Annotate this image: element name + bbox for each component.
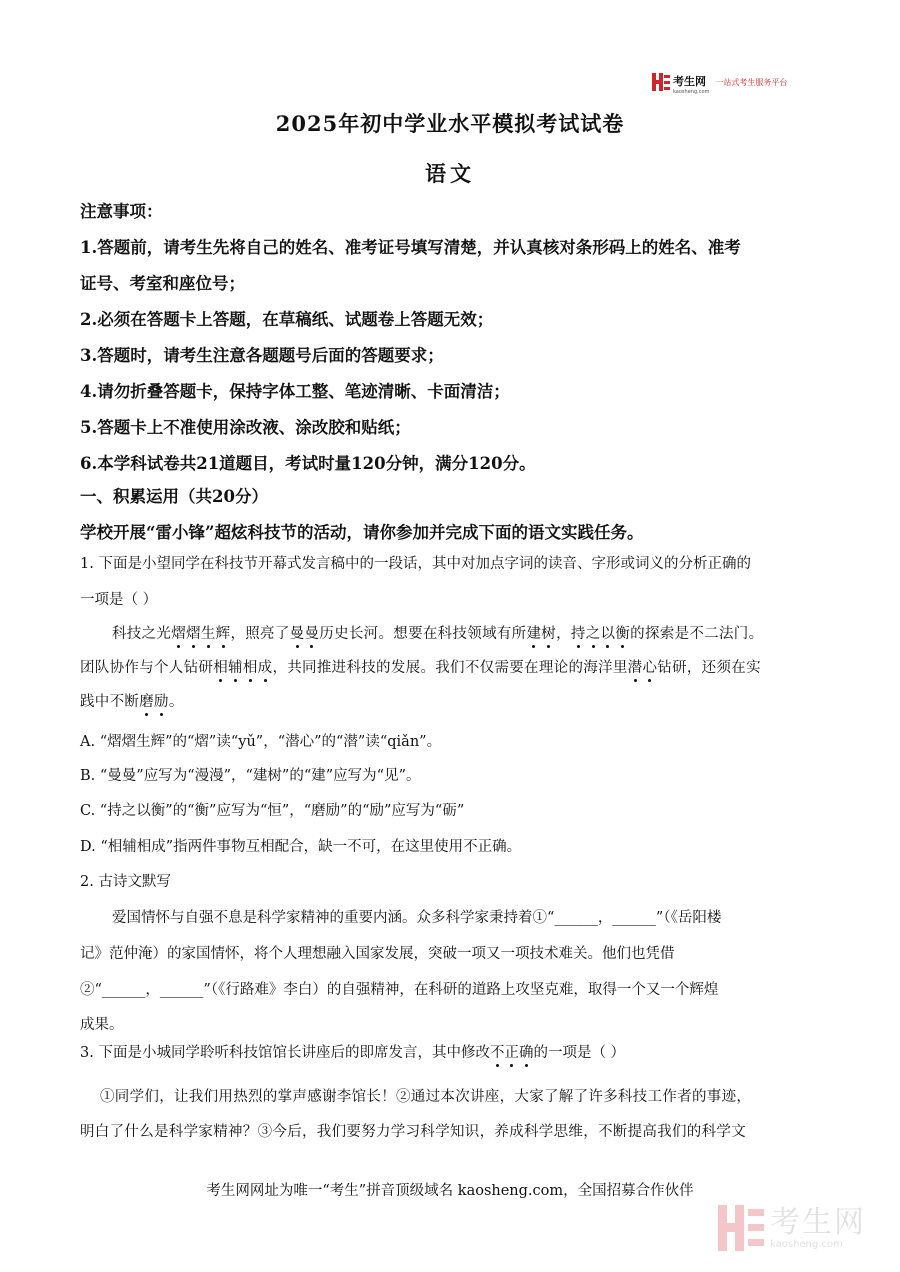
dotted-char: 树 [541, 626, 557, 642]
dotted-char: 心 [642, 660, 658, 676]
notice-line-2: 2.必须在答题卡上答题，在草稿纸、试题卷上答题无效； [80, 310, 494, 329]
q2-line-1: 爱国情怀与自强不息是科学家精神的重要内涵。众多科学家秉持着①“______，______”（《岳阳楼 [112, 910, 722, 926]
q2-line-4: 成果。 [80, 1017, 124, 1033]
dotted-char: 曼 [304, 626, 320, 642]
dotted-word [171, 626, 230, 642]
q1-option-c: C. “持之以衡”的“衡”应写为“恒”，“磨励”的“励”应写为“砺” [80, 803, 465, 819]
dotted-word [571, 626, 630, 642]
dotted-char: 成 [257, 660, 273, 676]
dotted-char: 以 [600, 626, 616, 642]
passage-text: 。 [168, 694, 184, 710]
passage-text: 历史长河。想要在科技领域有所 [319, 626, 527, 642]
dotted-char: 之 [585, 626, 601, 642]
dotted-char: 辅 [228, 660, 243, 676]
watermark-domain: kaosheng.com [770, 1238, 843, 1250]
dotted-char: 持 [570, 626, 586, 642]
dotted-word [139, 694, 169, 710]
notice-line-1b: 证号、考室和座位号； [80, 274, 245, 293]
watermark-logo-icon [718, 1205, 764, 1251]
q1-stem-b: 一项是（ ） [80, 592, 158, 608]
q1-passage-line-1 [80, 622, 820, 643]
notice-line-4: 4.请勿折叠答题卡，保持字体工整、笔迹清晰、卡面清洁； [80, 382, 510, 401]
q1-passage-line-3 [80, 690, 820, 711]
passage-text: 钻研，还须在实 [657, 660, 761, 676]
dotted-char: 曼 [289, 626, 305, 642]
logo-text [673, 70, 709, 95]
notice-line-3: 3.答题时，请考生注意各题题号后面的答题要求； [80, 346, 444, 365]
logo-icon [652, 73, 670, 91]
dotted-char: 熠 [171, 626, 187, 642]
passage-text: 的探索是不二法门。 [630, 626, 764, 642]
dotted-char: 衡 [615, 626, 631, 642]
notice-heading: 注意事项： [80, 202, 163, 221]
dotted-char: 正 [504, 1045, 519, 1061]
dotted-word [290, 626, 320, 642]
dotted-char: 建 [526, 626, 542, 642]
watermark-text [770, 1204, 866, 1250]
dotted-word [213, 660, 272, 676]
dotted-char: 相 [242, 660, 258, 676]
q1-stem-a: 1. 下面是小望同学在科技节开幕式发言稿中的一段话，其中对加点字词的读音、字形或词义的分析正确的 [80, 556, 751, 572]
passage-text: ， [556, 626, 571, 642]
q3-stem [80, 1041, 820, 1065]
dotted-char: 励 [154, 694, 169, 710]
q1-passage-line-2 [80, 656, 820, 677]
logo-slogan: 一站式考生服务平台 [715, 77, 788, 87]
passage-text: ，共同推进科技的发展。我们不仅需要在理论的海洋里 [272, 660, 628, 676]
page-footer: 考生网网址为唯一“考生”拼音顶级域名 kaosheng.com，全国招募合作伙伴 [206, 1183, 694, 1199]
dotted-word [628, 660, 658, 676]
passage-text: 团队协作与个人钻研 [80, 660, 214, 676]
q3-stem-text: 3. 下面是小城同学聆听科技馆馆长讲座后的即席发言，其中修改 [80, 1045, 490, 1061]
q1-option-a: A. “熠熠生辉”的“熠”读“yǔ”，“潜心”的“潜”读“qiǎn”。 [80, 734, 442, 750]
q1-option-b: B. “曼曼”应写为“漫漫”，“建树”的“建”应写为“见”。 [80, 768, 421, 784]
passage-text: ，照亮了 [230, 626, 290, 642]
notice-line-5: 5.答题卡上不准使用涂改液、涂改胶和贴纸； [80, 418, 411, 437]
q2-line-2: 记》范仲淹）的家国情怀，将个人理想融入国家发展，突破一项又一项技术难关。他们也凭借 [80, 946, 675, 962]
q3-stem-text: 的一项是（ ） [533, 1045, 626, 1061]
dotted-char: 磨 [139, 694, 155, 710]
q1-option-d: D. “相辅相成”指两件事物互相配合，缺一不可，在这里使用不正确。 [80, 839, 522, 855]
exam-title: 2025年初中学业水平模拟考试试卷 [275, 111, 625, 136]
dotted-word [526, 626, 556, 642]
logo-name: 考生网 [673, 74, 706, 88]
dotted-char: 熠 [186, 626, 201, 642]
notice-line-1a: 1.答题前，请考生先将自己的姓名、准考证号填写清楚，并认真核对条形码上的姓名、准考 [80, 238, 741, 257]
dotted-char: 生 [200, 626, 216, 642]
passage-text: 践中不断 [80, 694, 140, 710]
dotted-char: 不 [489, 1045, 505, 1061]
q3-line-2: 明白了什么是科学家精神？③今后，我们要努力学习科学知识，养成科学思维，不断提高我们的科学文 [80, 1124, 746, 1140]
section-intro: 学校开展“雷小锋”超炫科技节的活动，请你参加并完成下面的语文实践任务。 [80, 523, 644, 542]
q2-line-3: ②“______，______”（《行路难》李白）的自强精神，在科研的道路上攻坚克难，取得一个又一个辉煌 [80, 982, 719, 998]
dotted-word [490, 1045, 534, 1061]
watermark [718, 1198, 866, 1258]
dotted-char: 确 [518, 1045, 534, 1061]
dotted-char: 相 [213, 660, 229, 676]
dotted-char: 潜 [627, 660, 643, 676]
subject-title: 语文 [425, 161, 475, 186]
section-heading: 一、积累运用（共20分） [80, 487, 268, 506]
watermark-name: 考生网 [770, 1204, 866, 1240]
passage-text: 科技之光 [112, 626, 172, 642]
dotted-char: 辉 [215, 626, 231, 642]
q2-title: 2. 古诗文默写 [80, 874, 171, 890]
logo-domain: kaosheng.com [673, 88, 710, 95]
notice-line-6: 6.本学科试卷共21道题目，考试时量120分钟，满分120分。 [80, 454, 536, 473]
q3-line-1: ①同学们，让我们用热烈的掌声感谢李馆长！②通过本次讲座，大家了解了许多科技工作者的事迹， [100, 1089, 752, 1105]
header-logo[interactable] [652, 72, 788, 95]
